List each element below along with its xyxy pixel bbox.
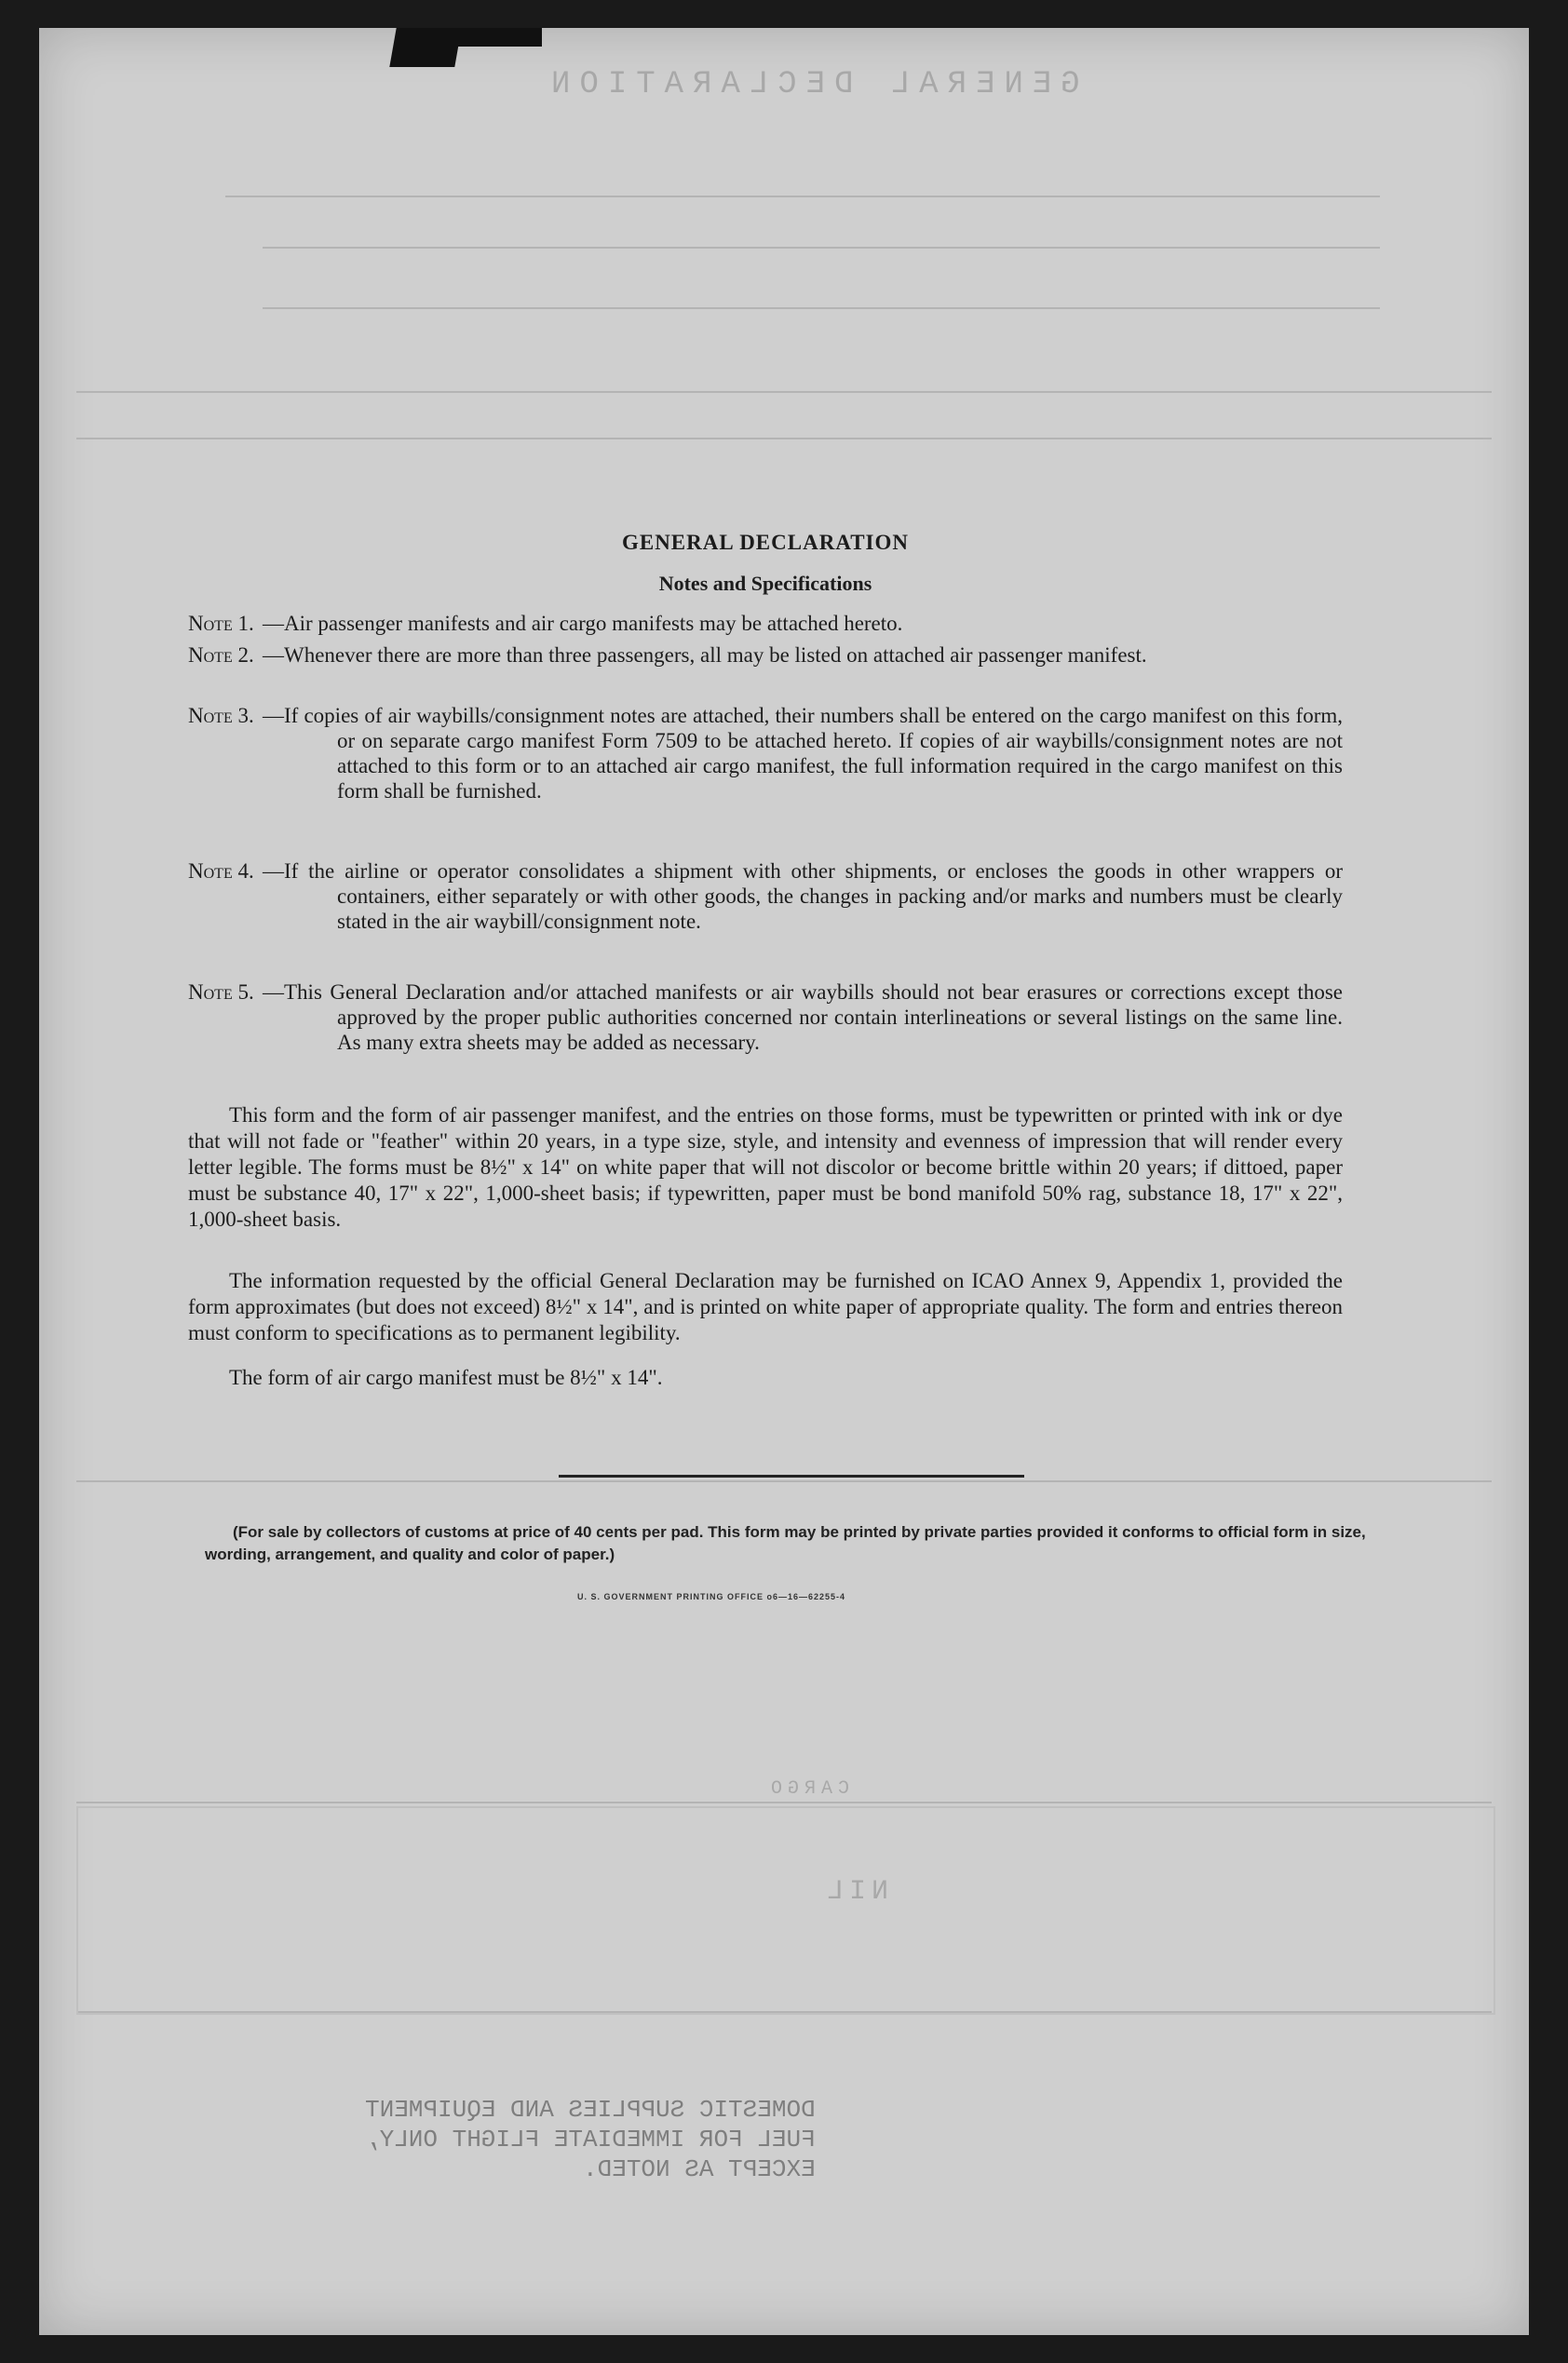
scan-tape-mark <box>458 28 542 47</box>
show-through-rule <box>76 391 1492 393</box>
note-label: Note 1. <box>188 612 254 635</box>
note-label: Note 4. <box>188 859 254 883</box>
stamp-line: FUEL FOR IMMEDIATE FLIGHT ONLY, <box>365 2126 816 2154</box>
note-3 <box>188 703 1343 803</box>
separator-rule <box>559 1475 1024 1478</box>
show-through-rule <box>76 438 1492 439</box>
stamp-line: DOMESTIC SUPPLIES AND EQUIPMENT <box>365 2096 816 2124</box>
page-title: GENERAL DECLARATION <box>621 531 910 554</box>
document-page <box>39 28 1529 2335</box>
printer-line: U. S. GOVERNMENT PRINTING OFFICE o6—16—62255-4 <box>577 1592 846 1601</box>
show-through-rule <box>225 196 1380 197</box>
show-through-nil: NIL <box>821 1876 889 1908</box>
note-4 <box>188 858 1343 934</box>
paragraph-icao-annex: The information requested by the official General Declaration may be furnished on ICAO Annex 9, Appendix 1, provided the form approximates (but does not exceed) 8½" x 14", and is printed on white paper of appropriate quality. The form and entries thereon must conform to specifications as to permanent legibility. <box>188 1269 1343 1344</box>
note-label: Note 3. <box>188 704 254 727</box>
show-through-cargo-label: CARGO <box>765 1778 850 1800</box>
note-label: Note 2. <box>188 643 254 667</box>
note-text: —If copies of air waybills/consignment notes are attached, their numbers shall be entered on the cargo manifest on this form, or on separate cargo manifest Form 7509 to be attached hereto. If copies of air waybills/consignment notes are not attached to this form or to an attached air cargo manifest, the full information required in the cargo manifest on this form shall be furnished. <box>263 704 1343 803</box>
show-through-table <box>76 1806 1495 2015</box>
stamp-line: EXCEPT AS NOTED. <box>583 2155 816 2183</box>
note-5 <box>188 979 1343 1055</box>
show-through-rule <box>263 247 1380 249</box>
show-through-header-title: GENERAL DECLARATION <box>542 67 1080 102</box>
scan-tape-mark <box>389 28 461 67</box>
show-through-rule <box>263 307 1380 309</box>
note-1 <box>188 611 1343 636</box>
note-label: Note 5. <box>188 980 254 1004</box>
show-through-rule <box>76 1480 1492 1482</box>
note-text: —Whenever there are more than three passengers, all may be listed on attached air passenger manifest. <box>263 643 1147 667</box>
sale-notice: (For sale by collectors of customs at price of 40 cents per pad. This form may be printed by private parties provided it conforms to official form in size, wording, arrangement, and quality and color of paper.) <box>205 1523 1366 1563</box>
note-2 <box>188 642 1343 668</box>
paragraph-cargo-manifest-size: The form of air cargo manifest must be 8½" x 14". <box>229 1366 663 1389</box>
note-text: —If the airline or operator consolidates a shipment with other shipments, or encloses the goods in other wrappers or containers, either separately or with other goods, the changes in packing and/or marks and numbers must be clearly stated in the air waybill/consignment note. <box>263 859 1343 933</box>
show-through-rule <box>76 1802 1492 1803</box>
page-subtitle: Notes and Specifications <box>658 572 872 595</box>
note-text: —Air passenger manifests and air cargo manifests may be attached hereto. <box>263 612 903 635</box>
note-text: —This General Declaration and/or attached manifests or air waybills should not bear erasures or corrections except those approved by the proper public authorities concerned nor contain interlineations or several listings on the same line. As many extra sheets may be added as necessary. <box>263 980 1343 1054</box>
paragraph-form-requirements: This form and the form of air passenger manifest, and the entries on those forms, must be typewritten or printed with ink or dye that will not fade or "feather" within 20 years, in a type size, style, and intensity and evenness of impression that will render every letter legible. The forms must be 8½" x 14" on white paper that will not discolor or become brittle within 20 years; if dittoed, paper must be substance 40, 17" x 22", 1,000-sheet basis; if typewritten, paper must be bond manifold 50% rag, substance 18, 17" x 22", 1,000-sheet basis. <box>188 1103 1343 1231</box>
show-through-stamp <box>365 2095 816 2184</box>
